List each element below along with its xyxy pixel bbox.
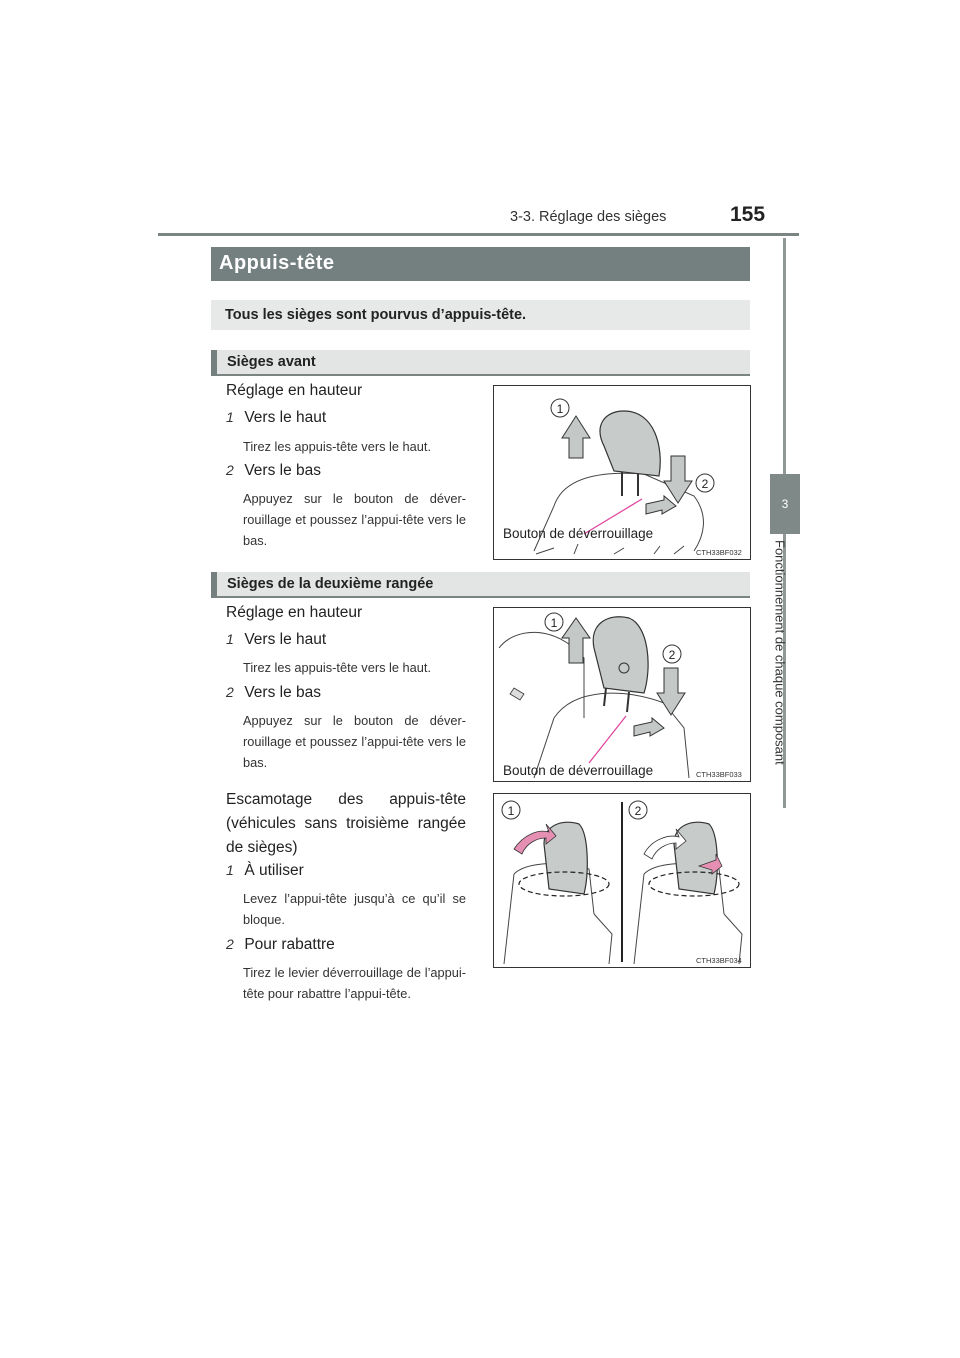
up-arrow xyxy=(562,416,590,458)
front-headrest-figure xyxy=(493,385,751,560)
front-step-2: 2 Vers le bas xyxy=(226,462,321,479)
retract-figure-code: CTH33BF034 xyxy=(696,956,742,965)
front-lead: Réglage en hauteur xyxy=(226,382,363,399)
second-row-lead: Réglage en hauteur xyxy=(226,604,363,621)
push-arrow xyxy=(646,496,676,514)
down-arrow xyxy=(664,456,692,503)
retract-lead: Escamotage des appuis-tête (véhicules sans troisième rangée de sièges) xyxy=(226,791,466,856)
second-row-figure-code: CTH33BF033 xyxy=(696,770,742,779)
retract-step-2-desc: Tirez le levier déverrouillage de l’appui-tête pour rabattre l’appui-tête. xyxy=(243,965,466,1001)
callout-2: 2 xyxy=(701,477,709,491)
second-row-step-2: 2 Vers le bas xyxy=(226,684,321,701)
page-title-bar xyxy=(211,247,750,281)
second-row-heading: Sièges de la deuxième rangée xyxy=(211,572,750,598)
intro-box xyxy=(211,300,750,330)
section-reference: 3-3. Réglage des sièges xyxy=(510,209,667,225)
page-number: 155 xyxy=(730,203,766,226)
second-row-step-2-desc: Appuyez sur le bouton de déver-rouillage et poussez l’appui-tête vers le bas. xyxy=(243,713,466,770)
retract-step-1: 1 À utiliser xyxy=(226,862,304,879)
front-seats-heading: Sièges avant xyxy=(211,350,750,376)
callout-2: 2 xyxy=(634,804,642,818)
callout-2: 2 xyxy=(668,648,676,662)
second-row-step-1: 1 Vers le haut xyxy=(226,631,327,648)
second-row-figure-caption: Bouton de déverrouillage xyxy=(503,763,654,778)
header-rule xyxy=(158,233,799,236)
front-figure-code: CTH33BF032 xyxy=(696,548,742,557)
front-step-1-desc: Tirez les appuis-tête vers le haut. xyxy=(243,439,432,454)
front-figure-caption: Bouton de déverrouillage xyxy=(503,526,654,541)
retract-step-1-desc: Levez l’appui-tête jusqu’à ce qu’il se bloque. xyxy=(243,891,466,927)
chapter-label: Fonctionnement de chaque composant xyxy=(772,540,788,765)
front-step-1: 1 Vers le haut xyxy=(226,409,327,426)
second-row-headrest-illustration xyxy=(494,608,750,781)
chapter-tab[interactable]: 3 xyxy=(770,474,800,534)
retract-headrest-figure xyxy=(493,793,751,968)
page-title: Appuis-tête xyxy=(219,252,335,274)
retract-step-2: 2 Pour rabattre xyxy=(226,936,335,953)
callout-1: 1 xyxy=(550,616,558,630)
intro-text: Tous les sièges sont pourvus d’appuis-tête. xyxy=(225,307,527,323)
callout-1: 1 xyxy=(556,402,564,416)
front-step-2-desc: Appuyez sur le bouton de déver-rouillage et poussez l’appui-tête vers le bas. xyxy=(243,491,466,548)
headrest-shape xyxy=(600,411,660,476)
second-row-headrest-figure xyxy=(493,607,751,782)
retract-headrest-illustration xyxy=(494,794,750,967)
second-row-step-1-desc: Tirez les appuis-tête vers le haut. xyxy=(243,660,432,675)
callout-1: 1 xyxy=(507,804,515,818)
